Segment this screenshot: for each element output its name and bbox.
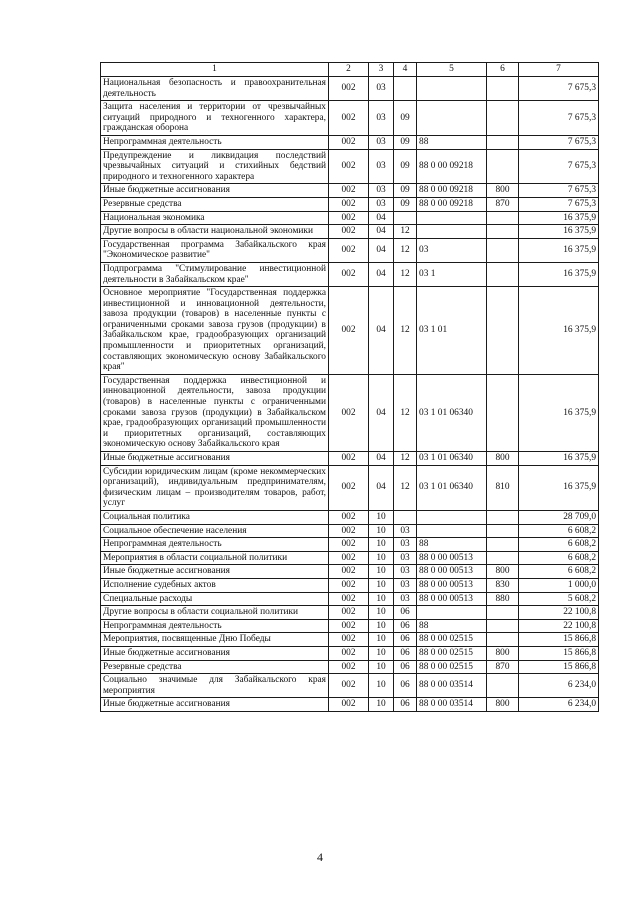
rzpr-code: 002 (329, 565, 369, 579)
row-name: Непрограммная деятельность (101, 619, 329, 633)
rz-code: 10 (369, 619, 394, 633)
row-amount: 6 608,2 (519, 538, 599, 552)
pr-code: 12 (394, 287, 417, 375)
row-amount: 7 675,3 (519, 101, 599, 136)
vr-code (487, 262, 519, 286)
csr-code: 03 1 01 06340 (417, 374, 487, 451)
row-name: Иные бюджетные ассигнования (101, 452, 329, 466)
csr-code: 88 (417, 538, 487, 552)
vr-code: 880 (487, 592, 519, 606)
rzpr-code: 002 (329, 184, 369, 198)
row-amount: 16 375,9 (519, 225, 599, 239)
rz-code: 04 (369, 374, 394, 451)
header-row (101, 63, 599, 77)
vr-code (487, 551, 519, 565)
rzpr-code: 002 (329, 510, 369, 524)
page-number: 4 (317, 850, 323, 864)
row-name: Иные бюджетные ассигнования (101, 565, 329, 579)
row-amount: 7 675,3 (519, 77, 599, 101)
csr-code: 88 0 00 00513 (417, 551, 487, 565)
csr-code: 88 0 00 02515 (417, 633, 487, 647)
table-row (101, 225, 599, 239)
table-row (101, 674, 599, 698)
header-col-6: 6 (487, 63, 519, 77)
rzpr-code: 002 (329, 77, 369, 101)
table-row (101, 287, 599, 375)
table-row (101, 77, 599, 101)
csr-code: 88 (417, 619, 487, 633)
pr-code: 03 (394, 551, 417, 565)
rzpr-code: 002 (329, 646, 369, 660)
row-name: Предупреждение и ликвидация последствий чрезвычайных ситуаций и стихийных бедствий природного и техногенного характера (101, 149, 329, 184)
row-amount: 16 375,9 (519, 465, 599, 510)
rz-code: 10 (369, 646, 394, 660)
pr-code: 06 (394, 646, 417, 660)
header-col-7: 7 (519, 63, 599, 77)
row-name: Субсидии юридическим лицам (кроме некоммерческих организаций), индивидуальным предпринимателям, физическим лицам – производителям товаров, работ, услуг (101, 465, 329, 510)
row-name: Подпрограмма "Стимулирование инвестиционной деятельности в Забайкальском крае" (101, 262, 329, 286)
row-name: Резервные средства (101, 197, 329, 211)
rzpr-code: 002 (329, 287, 369, 375)
table-row (101, 606, 599, 620)
row-amount: 16 375,9 (519, 238, 599, 262)
table-row (101, 262, 599, 286)
rz-code: 04 (369, 225, 394, 239)
table-row (101, 619, 599, 633)
rz-code: 10 (369, 578, 394, 592)
table-row (101, 538, 599, 552)
rzpr-code: 002 (329, 374, 369, 451)
vr-code (487, 674, 519, 698)
csr-code: 03 1 (417, 262, 487, 286)
rz-code: 10 (369, 592, 394, 606)
pr-code: 09 (394, 101, 417, 136)
row-amount: 6 608,2 (519, 524, 599, 538)
vr-code (487, 149, 519, 184)
pr-code: 03 (394, 578, 417, 592)
rzpr-code: 002 (329, 452, 369, 466)
rzpr-code: 002 (329, 197, 369, 211)
row-name: Национальная экономика (101, 211, 329, 225)
row-name: Резервные средства (101, 660, 329, 674)
header-col-4: 4 (394, 63, 417, 77)
rz-code: 03 (369, 101, 394, 136)
rzpr-code: 002 (329, 101, 369, 136)
row-amount: 7 675,3 (519, 149, 599, 184)
rz-code: 10 (369, 698, 394, 712)
vr-code: 800 (487, 646, 519, 660)
csr-code: 03 1 01 (417, 287, 487, 375)
csr-code: 88 0 00 09218 (417, 149, 487, 184)
pr-code (394, 77, 417, 101)
pr-code: 06 (394, 633, 417, 647)
vr-code (487, 238, 519, 262)
table-row (101, 551, 599, 565)
vr-code: 830 (487, 578, 519, 592)
rz-code: 10 (369, 551, 394, 565)
vr-code (487, 225, 519, 239)
vr-code: 800 (487, 452, 519, 466)
vr-code: 870 (487, 197, 519, 211)
pr-code (394, 211, 417, 225)
rzpr-code: 002 (329, 149, 369, 184)
pr-code: 06 (394, 660, 417, 674)
row-amount: 16 375,9 (519, 287, 599, 375)
table-row (101, 578, 599, 592)
vr-code (487, 524, 519, 538)
vr-code (487, 135, 519, 149)
header-col-3: 3 (369, 63, 394, 77)
row-name: Специальные расходы (101, 592, 329, 606)
row-name: Социально значимые для Забайкальского края мероприятия (101, 674, 329, 698)
rz-code: 10 (369, 606, 394, 620)
row-amount: 6 608,2 (519, 565, 599, 579)
row-amount: 16 375,9 (519, 211, 599, 225)
row-amount: 6 234,0 (519, 674, 599, 698)
pr-code: 12 (394, 238, 417, 262)
rz-code: 10 (369, 565, 394, 579)
row-name: Непрограммная деятельность (101, 538, 329, 552)
rzpr-code: 002 (329, 238, 369, 262)
rzpr-code: 002 (329, 698, 369, 712)
row-amount: 16 375,9 (519, 452, 599, 466)
table-row (101, 565, 599, 579)
row-amount: 15 866,8 (519, 633, 599, 647)
vr-code (487, 510, 519, 524)
rz-code: 10 (369, 633, 394, 647)
row-amount: 16 375,9 (519, 374, 599, 451)
vr-code: 800 (487, 565, 519, 579)
csr-code: 88 (417, 135, 487, 149)
rzpr-code: 002 (329, 538, 369, 552)
row-name: Иные бюджетные ассигнования (101, 184, 329, 198)
pr-code: 03 (394, 538, 417, 552)
table-row (101, 184, 599, 198)
csr-code: 88 0 00 00513 (417, 592, 487, 606)
vr-code: 800 (487, 184, 519, 198)
pr-code: 12 (394, 452, 417, 466)
vr-code (487, 77, 519, 101)
table-row (101, 149, 599, 184)
row-amount: 15 866,8 (519, 646, 599, 660)
row-name: Основное мероприятие "Государственная поддержка инвестиционной и инновационной деятельности, завоза продукции (товаров) в населенные пункты с ограниченными сроками завоза грузов (продукции) в Забайкальском крае, градообразующих организаций промышленности и приоритетных организаций, составляющих экономическую основу Забайкальского края" (101, 287, 329, 375)
table-row (101, 592, 599, 606)
pr-code: 12 (394, 225, 417, 239)
row-amount: 6 234,0 (519, 698, 599, 712)
rzpr-code: 002 (329, 606, 369, 620)
pr-code: 06 (394, 606, 417, 620)
rz-code: 03 (369, 184, 394, 198)
rzpr-code: 002 (329, 674, 369, 698)
row-name: Социальная политика (101, 510, 329, 524)
row-amount: 22 100,8 (519, 619, 599, 633)
vr-code (487, 538, 519, 552)
table-row (101, 452, 599, 466)
rzpr-code: 002 (329, 633, 369, 647)
csr-code: 88 0 00 00513 (417, 565, 487, 579)
pr-code: 03 (394, 565, 417, 579)
pr-code: 09 (394, 197, 417, 211)
rzpr-code: 002 (329, 619, 369, 633)
pr-code: 09 (394, 149, 417, 184)
csr-code: 88 0 00 02515 (417, 646, 487, 660)
row-name: Национальная безопасность и правоохранительная деятельность (101, 77, 329, 101)
vr-code: 870 (487, 660, 519, 674)
rz-code: 04 (369, 262, 394, 286)
rzpr-code: 002 (329, 262, 369, 286)
row-name: Иные бюджетные ассигнования (101, 698, 329, 712)
rz-code: 10 (369, 660, 394, 674)
rz-code: 03 (369, 77, 394, 101)
row-name: Исполнение судебных актов (101, 578, 329, 592)
row-name: Государственная программа Забайкальского края "Экономическое развитие" (101, 238, 329, 262)
csr-code: 88 0 00 00513 (417, 578, 487, 592)
pr-code (394, 510, 417, 524)
row-amount: 28 709,0 (519, 510, 599, 524)
rzpr-code: 002 (329, 551, 369, 565)
vr-code (487, 374, 519, 451)
table-row (101, 374, 599, 451)
pr-code: 06 (394, 698, 417, 712)
pr-code: 06 (394, 619, 417, 633)
table-row (101, 633, 599, 647)
row-name: Государственная поддержка инвестиционной и инновационной деятельности, завоза продукции (товаров) в населенные пункты с ограниченными сроками завоза грузов (продукции) в Забайкальском крае, градообразующих организаций промышленности и приоритетных организаций, составляющих экономическую основу Забайкальского края (101, 374, 329, 451)
table-body (101, 77, 599, 712)
rz-code: 10 (369, 524, 394, 538)
csr-code (417, 524, 487, 538)
row-amount: 1 000,0 (519, 578, 599, 592)
row-name: Другие вопросы в области национальной экономики (101, 225, 329, 239)
vr-code (487, 211, 519, 225)
vr-code (487, 101, 519, 136)
csr-code: 88 0 00 02515 (417, 660, 487, 674)
row-name: Защита населения и территории от чрезвычайных ситуаций природного и техногенного характера, гражданская оборона (101, 101, 329, 136)
rzpr-code: 002 (329, 225, 369, 239)
table-row (101, 660, 599, 674)
csr-code: 88 0 00 03514 (417, 674, 487, 698)
rz-code: 03 (369, 149, 394, 184)
rzpr-code: 002 (329, 465, 369, 510)
row-amount: 6 608,2 (519, 551, 599, 565)
rz-code: 04 (369, 452, 394, 466)
budget-table (100, 62, 599, 712)
rz-code: 04 (369, 211, 394, 225)
table-row (101, 510, 599, 524)
table-row (101, 698, 599, 712)
csr-code: 03 1 01 06340 (417, 452, 487, 466)
vr-code: 800 (487, 698, 519, 712)
rzpr-code: 002 (329, 135, 369, 149)
csr-code: 88 0 00 09218 (417, 197, 487, 211)
row-amount: 7 675,3 (519, 135, 599, 149)
rz-code: 04 (369, 465, 394, 510)
row-name: Мероприятия в области социальной политики (101, 551, 329, 565)
vr-code (487, 633, 519, 647)
vr-code: 810 (487, 465, 519, 510)
table-row (101, 646, 599, 660)
pr-code: 12 (394, 465, 417, 510)
row-name: Иные бюджетные ассигнования (101, 646, 329, 660)
rz-code: 04 (369, 238, 394, 262)
row-name: Социальное обеспечение населения (101, 524, 329, 538)
rz-code: 03 (369, 135, 394, 149)
rzpr-code: 002 (329, 578, 369, 592)
vr-code (487, 287, 519, 375)
rz-code: 03 (369, 197, 394, 211)
row-amount: 22 100,8 (519, 606, 599, 620)
pr-code: 06 (394, 674, 417, 698)
csr-code: 88 0 00 09218 (417, 184, 487, 198)
pr-code: 09 (394, 184, 417, 198)
csr-code (417, 211, 487, 225)
header-col-1: 1 (101, 63, 329, 77)
csr-code (417, 606, 487, 620)
row-amount: 5 608,2 (519, 592, 599, 606)
rzpr-code: 002 (329, 211, 369, 225)
table-row (101, 135, 599, 149)
row-amount: 15 866,8 (519, 660, 599, 674)
csr-code: 88 0 00 03514 (417, 698, 487, 712)
rzpr-code: 002 (329, 660, 369, 674)
table-row (101, 101, 599, 136)
pr-code: 03 (394, 592, 417, 606)
rz-code: 04 (369, 287, 394, 375)
pr-code: 12 (394, 262, 417, 286)
rz-code: 10 (369, 674, 394, 698)
vr-code (487, 606, 519, 620)
csr-code: 03 1 01 06340 (417, 465, 487, 510)
table-header (101, 63, 599, 77)
row-name: Непрограммная деятельность (101, 135, 329, 149)
vr-code (487, 619, 519, 633)
header-col-5: 5 (417, 63, 487, 77)
row-name: Мероприятия, посвященные Дню Победы (101, 633, 329, 647)
table-row (101, 524, 599, 538)
table-row (101, 465, 599, 510)
row-name: Другие вопросы в области социальной политики (101, 606, 329, 620)
table-row (101, 197, 599, 211)
row-amount: 7 675,3 (519, 197, 599, 211)
csr-code (417, 225, 487, 239)
pr-code: 12 (394, 374, 417, 451)
table-row (101, 211, 599, 225)
table-row (101, 238, 599, 262)
csr-code: 03 (417, 238, 487, 262)
csr-code (417, 77, 487, 101)
rzpr-code: 002 (329, 592, 369, 606)
rz-code: 10 (369, 538, 394, 552)
csr-code (417, 101, 487, 136)
row-amount: 7 675,3 (519, 184, 599, 198)
csr-code (417, 510, 487, 524)
rz-code: 10 (369, 510, 394, 524)
header-col-2: 2 (329, 63, 369, 77)
pr-code: 03 (394, 524, 417, 538)
pr-code: 09 (394, 135, 417, 149)
rzpr-code: 002 (329, 524, 369, 538)
row-amount: 16 375,9 (519, 262, 599, 286)
